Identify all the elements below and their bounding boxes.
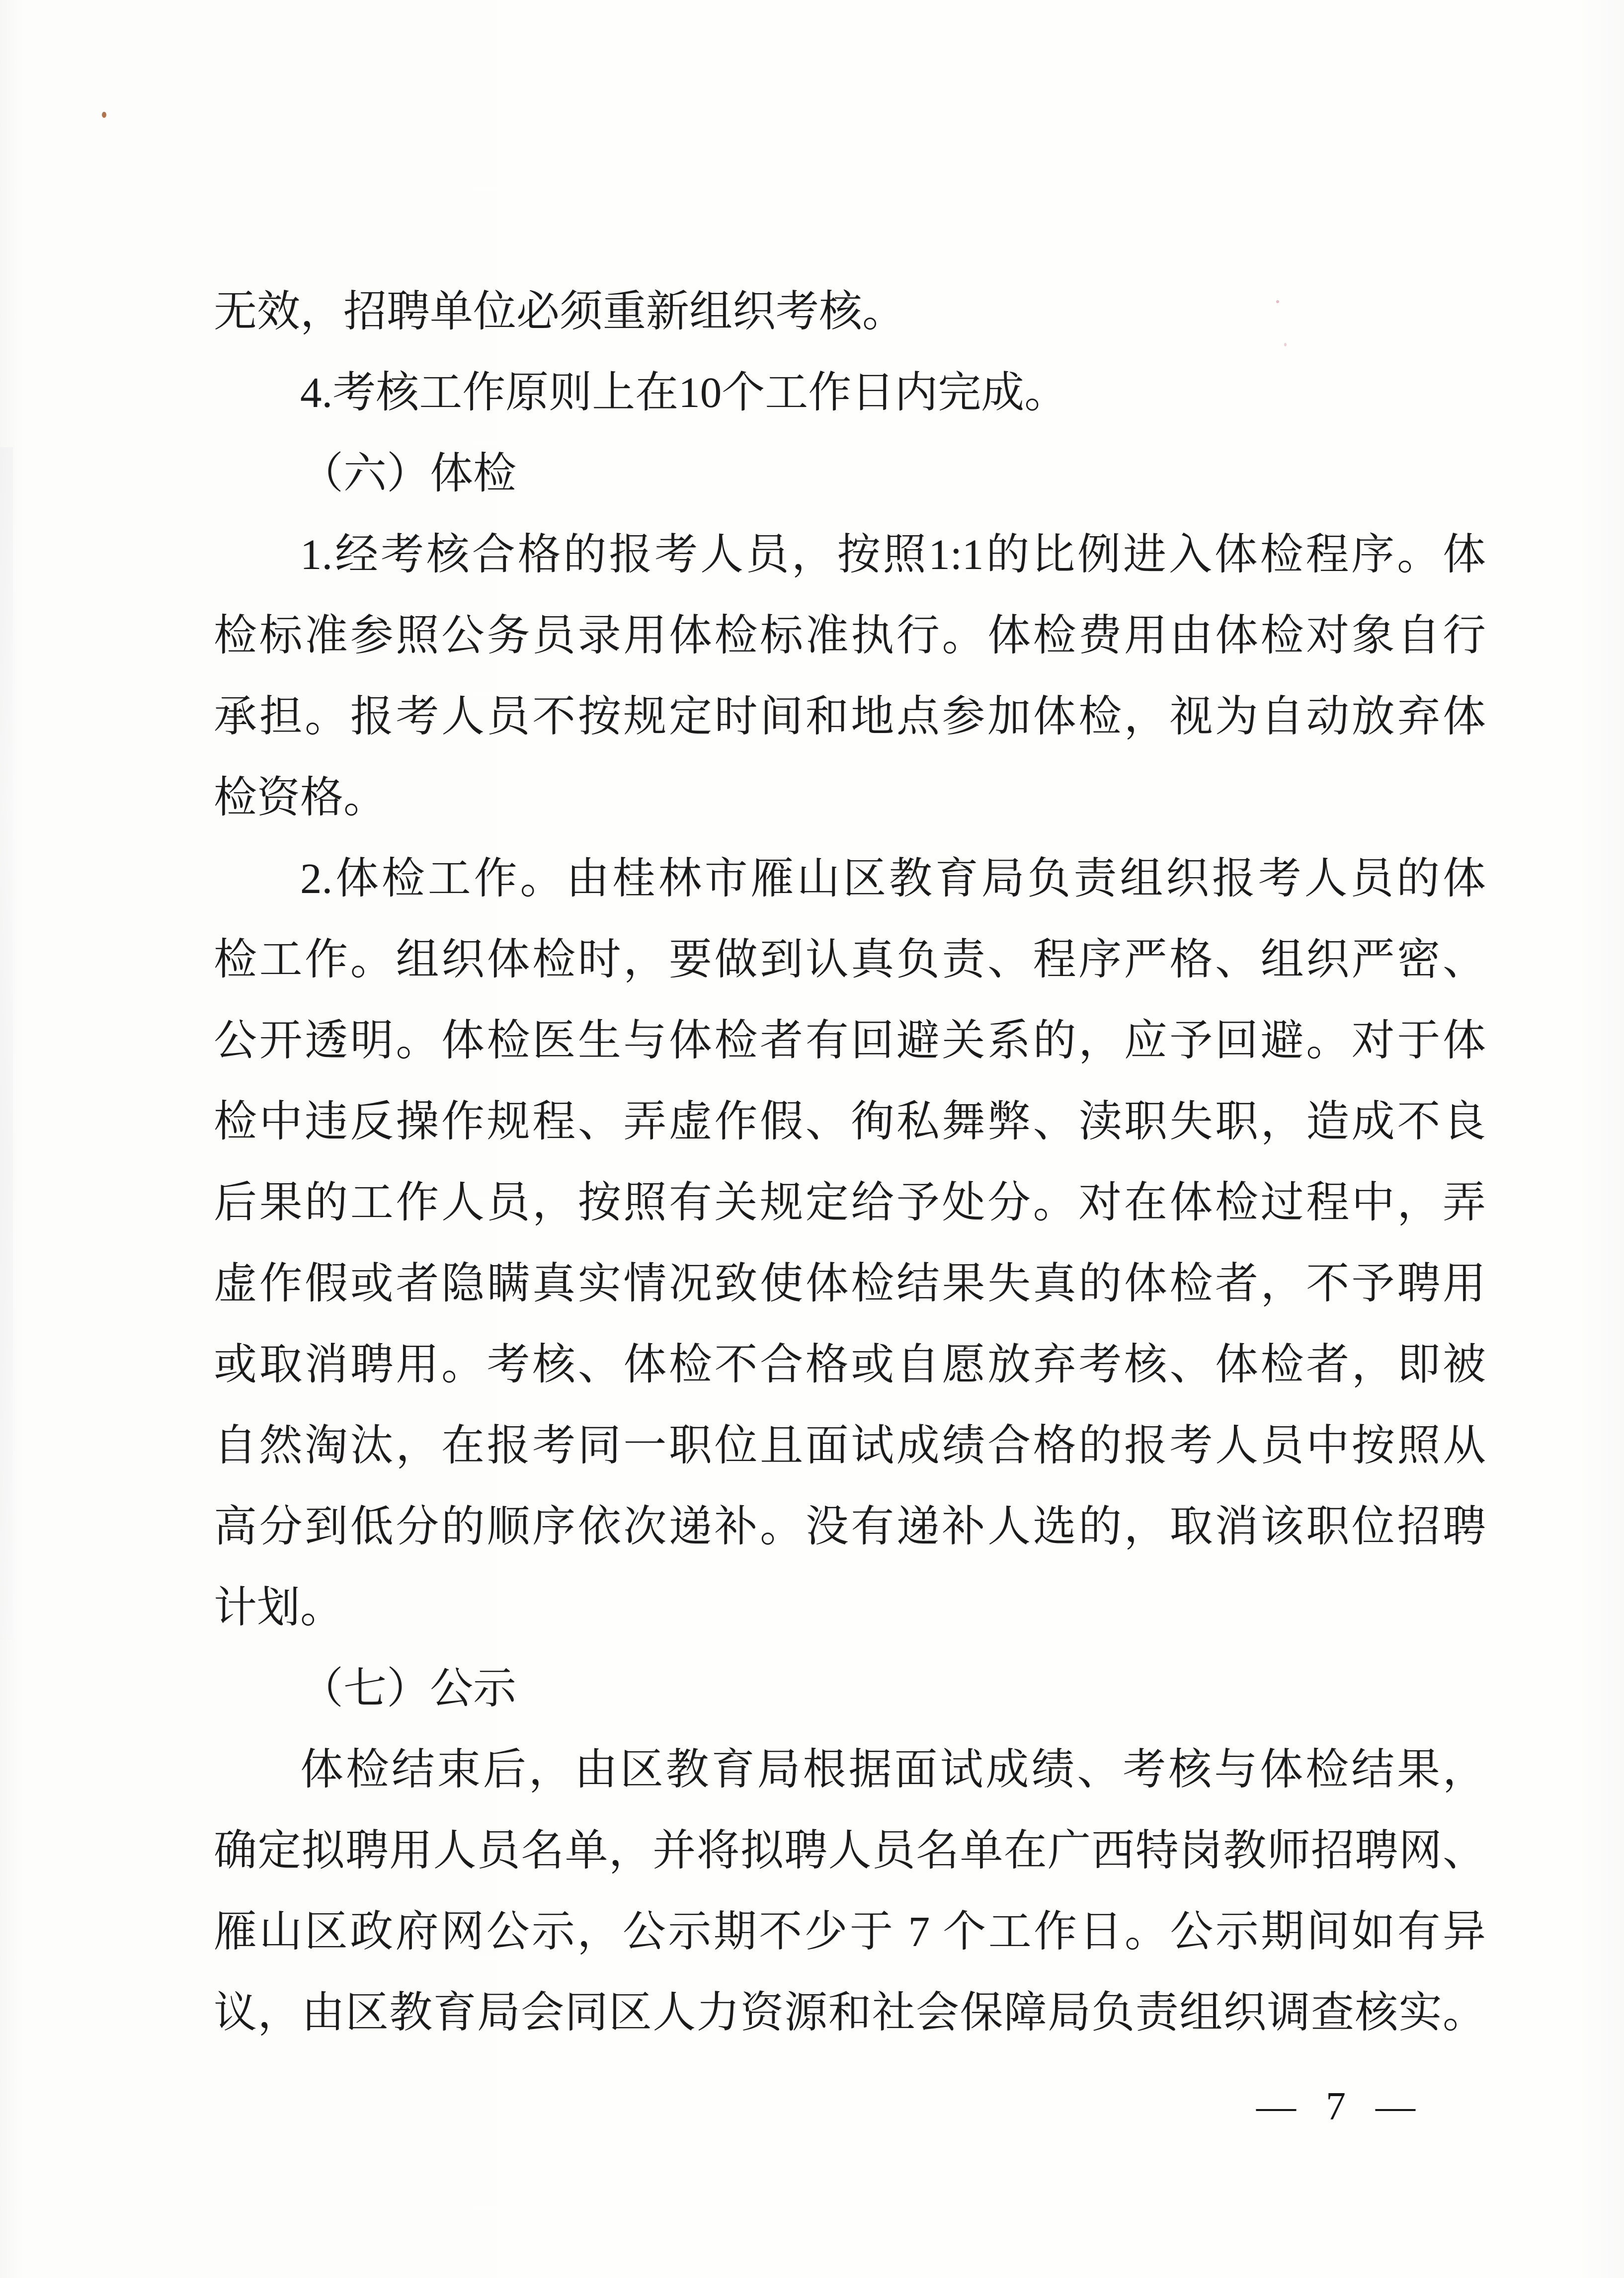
body-line: 检工作。组织体检时，要做到认真负责、程序严格、组织严密、 [214, 935, 1486, 983]
body-line: 体检结束后，由区教育局根据面试成绩、考核与体检结果， [300, 1745, 1486, 1793]
body-line: 检中违反操作规程、弄虚作假、徇私舞弊、渎职失职，造成不良 [214, 1097, 1486, 1145]
page-number: — 7 — [1256, 2085, 1416, 2128]
body-line: 公开透明。体检医生与体检者有回避关系的，应予回避。对于体 [214, 1016, 1486, 1064]
body-line: 议，由区教育局会同区人力资源和社会保障局负责组织调查核实。 [214, 1988, 1486, 2036]
body-line: 确定拟聘用人员名单，并将拟聘人员名单在广西特岗教师招聘网、 [214, 1826, 1486, 1874]
body-line: 承担。报考人员不按规定时间和地点参加体检，视为自动放弃体 [214, 692, 1486, 740]
numbered-item-1: 1.经考核合格的报考人员，按照1:1的比例进入体检程序。体 [300, 530, 1486, 578]
scan-speck [102, 112, 106, 118]
body-line: 检资格。 [214, 773, 387, 821]
body-line: 无效，招聘单位必须重新组织考核。 [214, 287, 905, 335]
body-line: 或取消聘用。考核、体检不合格或自愿放弃考核、体检者，即被 [214, 1340, 1486, 1388]
document-body [214, 271, 1486, 2053]
numbered-item-2: 2.体检工作。由桂林市雁山区教育局负责组织报考人员的体 [300, 854, 1486, 902]
body-line: 虚作假或者隐瞒真实情况致使体检结果失真的体检者，不予聘用 [214, 1259, 1486, 1307]
body-line: 自然淘汰，在报考同一职位且面试成绩合格的报考人员中按照从 [214, 1421, 1486, 1469]
section-heading-7-public-notice: （七）公示 [300, 1664, 516, 1712]
body-line: 雁山区政府网公示，公示期不少于 7 个工作日。公示期间如有异 [214, 1907, 1486, 1955]
body-line: 后果的工作人员，按照有关规定给予处分。对在体检过程中，弄 [214, 1178, 1486, 1226]
body-line: 高分到低分的顺序依次递补。没有递补人选的，取消该职位招聘 [214, 1502, 1486, 1550]
section-heading-6-physical-exam: （六）体检 [300, 449, 516, 497]
body-line: 计划。 [214, 1583, 343, 1631]
body-line: 检标准参照公务员录用体检标准执行。体检费用由体检对象自行 [214, 611, 1486, 659]
numbered-item-4: 4.考核工作原则上在10个工作日内完成。 [300, 368, 1068, 416]
scan-edge-smudge [0, 447, 13, 1640]
